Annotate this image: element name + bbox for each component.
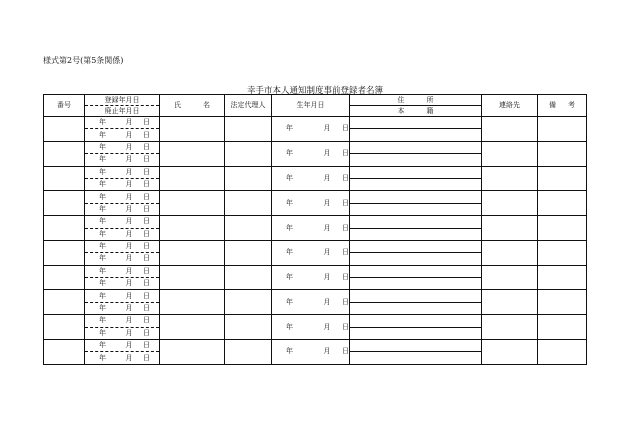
day-label: 日 xyxy=(342,297,349,306)
month-label: 月 xyxy=(125,130,133,139)
birth-date-cell xyxy=(272,240,350,265)
year-label: 年 xyxy=(99,316,106,325)
legal-rep-cell xyxy=(225,141,272,166)
year-label: 年 xyxy=(99,155,106,164)
number-cell xyxy=(44,141,85,166)
month-label: 月 xyxy=(125,180,133,189)
abolished-date-header: 廃止年月日 xyxy=(85,106,160,117)
day-label: 日 xyxy=(342,347,349,356)
year-label: 年 xyxy=(286,347,293,356)
domicile-cell xyxy=(350,154,482,166)
day-label: 日 xyxy=(143,229,150,238)
registered-date-cell xyxy=(85,141,160,153)
month-label: 月 xyxy=(323,124,331,133)
year-label: 年 xyxy=(99,341,106,350)
day-label: 日 xyxy=(342,322,349,331)
year-label: 年 xyxy=(99,167,106,176)
year-label: 年 xyxy=(286,149,293,158)
registered-date-cell xyxy=(85,315,160,327)
year-label: 年 xyxy=(99,142,106,151)
year-label: 年 xyxy=(286,223,293,232)
day-label: 日 xyxy=(143,304,150,313)
legal-rep-cell xyxy=(225,117,272,142)
header-row-top xyxy=(44,95,587,106)
day-label: 日 xyxy=(342,149,349,158)
month-label: 月 xyxy=(125,167,133,176)
month-label: 月 xyxy=(323,198,331,207)
number-cell xyxy=(44,340,85,365)
contact-cell xyxy=(482,117,538,142)
birth-date-cell xyxy=(272,191,350,216)
address-cell xyxy=(350,216,482,228)
year-label: 年 xyxy=(99,291,106,300)
year-label: 年 xyxy=(99,192,106,201)
number-cell xyxy=(44,290,85,315)
table-row xyxy=(44,216,587,228)
address-cell xyxy=(350,240,482,252)
day-label: 日 xyxy=(143,167,150,176)
number-cell xyxy=(44,315,85,340)
month-label: 月 xyxy=(125,254,133,263)
month-label: 月 xyxy=(125,266,133,275)
birth-date-cell xyxy=(272,166,350,191)
remarks-cell xyxy=(538,117,587,142)
registered-date-cell xyxy=(85,191,160,203)
day-label: 日 xyxy=(143,155,150,164)
register-title: 幸手市本人通知制度事前登録者名簿 xyxy=(246,86,383,96)
year-label: 年 xyxy=(99,304,106,313)
table-row xyxy=(44,240,587,252)
day-label: 日 xyxy=(143,341,150,350)
abolished-date-cell xyxy=(85,178,160,190)
legal-rep-cell xyxy=(225,265,272,290)
day-label: 日 xyxy=(143,118,150,127)
name-cell xyxy=(160,141,225,166)
domicile-cell xyxy=(350,178,482,190)
address-cell xyxy=(350,191,482,203)
table-row xyxy=(44,141,587,153)
birth-date-cell xyxy=(272,216,350,241)
year-label: 年 xyxy=(99,217,106,226)
month-label: 月 xyxy=(125,341,133,350)
abolished-date-cell xyxy=(85,302,160,314)
contact-cell xyxy=(482,315,538,340)
day-label: 日 xyxy=(143,266,150,275)
address-cell xyxy=(350,166,482,178)
domicile-cell xyxy=(350,129,482,141)
remarks-cell xyxy=(538,166,587,191)
birth-date-cell xyxy=(272,315,350,340)
abolished-date-cell xyxy=(85,253,160,265)
birth-date-cell xyxy=(272,117,350,142)
contact-cell xyxy=(482,340,538,365)
contact-header: 連絡先 xyxy=(482,95,538,117)
day-label: 日 xyxy=(143,328,150,337)
abolished-date-cell xyxy=(85,129,160,141)
remarks-cell xyxy=(538,290,587,315)
domicile-cell xyxy=(350,327,482,339)
contact-cell xyxy=(482,141,538,166)
legal-rep-cell xyxy=(225,216,272,241)
month-label: 月 xyxy=(125,204,133,213)
day-label: 日 xyxy=(143,142,150,151)
legal-rep-header: 法定代理人 xyxy=(225,95,272,117)
month-label: 月 xyxy=(125,217,133,226)
day-label: 日 xyxy=(342,198,349,207)
address-cell xyxy=(350,117,482,129)
day-label: 日 xyxy=(342,173,349,182)
domicile-header-right: 籍 xyxy=(426,106,434,115)
year-label: 年 xyxy=(99,266,106,275)
day-label: 日 xyxy=(143,279,150,288)
domicile-cell xyxy=(350,302,482,314)
number-cell xyxy=(44,191,85,216)
month-label: 月 xyxy=(125,304,133,313)
registered-date-cell xyxy=(85,216,160,228)
remarks-cell xyxy=(538,191,587,216)
number-cell xyxy=(44,265,85,290)
day-label: 日 xyxy=(143,204,150,213)
number-cell xyxy=(44,240,85,265)
month-label: 月 xyxy=(125,192,133,201)
abolished-date-cell xyxy=(85,278,160,290)
year-label: 年 xyxy=(99,229,106,238)
day-label: 日 xyxy=(143,254,150,263)
number-cell xyxy=(44,166,85,191)
name-cell xyxy=(160,265,225,290)
domicile-cell xyxy=(350,228,482,240)
legal-rep-cell xyxy=(225,340,272,365)
contact-cell xyxy=(482,216,538,241)
name-header-right: 名 xyxy=(203,101,210,109)
domicile-cell xyxy=(350,203,482,215)
birth-date-cell xyxy=(272,290,350,315)
year-label: 年 xyxy=(99,353,106,362)
legal-rep-cell xyxy=(225,191,272,216)
contact-cell xyxy=(482,166,538,191)
year-label: 年 xyxy=(286,124,293,133)
address-header xyxy=(350,95,482,106)
remarks-cell xyxy=(538,265,587,290)
legal-rep-cell xyxy=(225,315,272,340)
address-cell xyxy=(350,265,482,277)
year-label: 年 xyxy=(99,254,106,263)
registered-date-cell xyxy=(85,166,160,178)
number-cell xyxy=(44,117,85,142)
day-label: 日 xyxy=(342,273,349,282)
domicile-cell xyxy=(350,253,482,265)
year-label: 年 xyxy=(99,204,106,213)
remarks-cell xyxy=(538,315,587,340)
table-row xyxy=(44,265,587,277)
name-cell xyxy=(160,340,225,365)
remarks-header-left: 備 xyxy=(549,101,556,109)
name-cell xyxy=(160,290,225,315)
day-label: 日 xyxy=(143,291,150,300)
registered-date-cell xyxy=(85,240,160,252)
abolished-date-cell xyxy=(85,228,160,240)
month-label: 月 xyxy=(323,248,331,257)
month-label: 月 xyxy=(323,173,331,182)
address-header-right: 所 xyxy=(426,95,434,104)
name-cell xyxy=(160,216,225,241)
name-header-left: 氏 xyxy=(174,101,181,109)
domicile-header xyxy=(350,106,482,117)
month-label: 月 xyxy=(125,291,133,300)
registered-date-cell xyxy=(85,290,160,302)
registered-date-cell xyxy=(85,265,160,277)
year-label: 年 xyxy=(286,173,293,182)
birth-date-header: 生年月日 xyxy=(272,95,350,117)
month-label: 月 xyxy=(323,273,331,282)
remarks-header-right: 考 xyxy=(568,101,575,109)
month-label: 月 xyxy=(125,242,133,251)
contact-cell xyxy=(482,240,538,265)
day-label: 日 xyxy=(143,130,150,139)
month-label: 月 xyxy=(125,229,133,238)
name-cell xyxy=(160,117,225,142)
registered-date-cell xyxy=(85,117,160,129)
day-label: 日 xyxy=(143,353,150,362)
name-cell xyxy=(160,166,225,191)
legal-rep-cell xyxy=(225,240,272,265)
year-label: 年 xyxy=(286,198,293,207)
day-label: 日 xyxy=(342,124,349,133)
month-label: 月 xyxy=(125,155,133,164)
year-label: 年 xyxy=(286,322,293,331)
day-label: 日 xyxy=(143,242,150,251)
day-label: 日 xyxy=(143,192,150,201)
domicile-header-left: 本 xyxy=(397,106,405,115)
remarks-cell xyxy=(538,216,587,241)
year-label: 年 xyxy=(286,248,293,257)
remarks-cell xyxy=(538,141,587,166)
month-label: 月 xyxy=(125,279,133,288)
abolished-date-cell xyxy=(85,352,160,364)
year-label: 年 xyxy=(99,279,106,288)
year-label: 年 xyxy=(99,180,106,189)
register-table xyxy=(43,94,587,365)
registered-date-header: 登録年月日 xyxy=(85,95,160,106)
legal-rep-cell xyxy=(225,290,272,315)
day-label: 日 xyxy=(143,180,150,189)
month-label: 月 xyxy=(323,347,331,356)
number-header: 番号 xyxy=(44,95,85,117)
month-label: 月 xyxy=(125,328,133,337)
name-cell xyxy=(160,191,225,216)
address-cell xyxy=(350,290,482,302)
year-label: 年 xyxy=(99,242,106,251)
day-label: 日 xyxy=(143,217,150,226)
year-label: 年 xyxy=(286,273,293,282)
name-cell xyxy=(160,315,225,340)
year-label: 年 xyxy=(99,328,106,337)
table-row xyxy=(44,315,587,327)
month-label: 月 xyxy=(125,118,133,127)
month-label: 月 xyxy=(323,149,331,158)
contact-cell xyxy=(482,191,538,216)
form-label: 様式第2号(第5条関係) xyxy=(43,56,124,65)
month-label: 月 xyxy=(125,353,133,362)
number-cell xyxy=(44,216,85,241)
table-row xyxy=(44,166,587,178)
year-label: 年 xyxy=(99,130,106,139)
birth-date-cell xyxy=(272,265,350,290)
day-label: 日 xyxy=(342,248,349,257)
name-header xyxy=(160,95,225,117)
table-row xyxy=(44,117,587,129)
domicile-cell xyxy=(350,278,482,290)
day-label: 日 xyxy=(143,316,150,325)
address-cell xyxy=(350,315,482,327)
month-label: 月 xyxy=(125,316,133,325)
registered-date-cell xyxy=(85,340,160,352)
remarks-header xyxy=(538,95,587,117)
contact-cell xyxy=(482,265,538,290)
address-header-left: 住 xyxy=(397,95,405,104)
abolished-date-cell xyxy=(85,327,160,339)
contact-cell xyxy=(482,290,538,315)
month-label: 月 xyxy=(323,322,331,331)
birth-date-cell xyxy=(272,340,350,365)
birth-date-cell xyxy=(272,141,350,166)
address-cell xyxy=(350,340,482,352)
year-label: 年 xyxy=(286,297,293,306)
remarks-cell xyxy=(538,340,587,365)
table-row xyxy=(44,340,587,352)
address-cell xyxy=(350,141,482,153)
table-row xyxy=(44,191,587,203)
abolished-date-cell xyxy=(85,154,160,166)
abolished-date-cell xyxy=(85,203,160,215)
year-label: 年 xyxy=(99,118,106,127)
remarks-cell xyxy=(538,240,587,265)
register-body xyxy=(44,117,587,365)
month-label: 月 xyxy=(125,142,133,151)
month-label: 月 xyxy=(323,297,331,306)
name-cell xyxy=(160,240,225,265)
month-label: 月 xyxy=(323,223,331,232)
day-label: 日 xyxy=(342,223,349,232)
table-row xyxy=(44,290,587,302)
domicile-cell xyxy=(350,352,482,364)
legal-rep-cell xyxy=(225,166,272,191)
